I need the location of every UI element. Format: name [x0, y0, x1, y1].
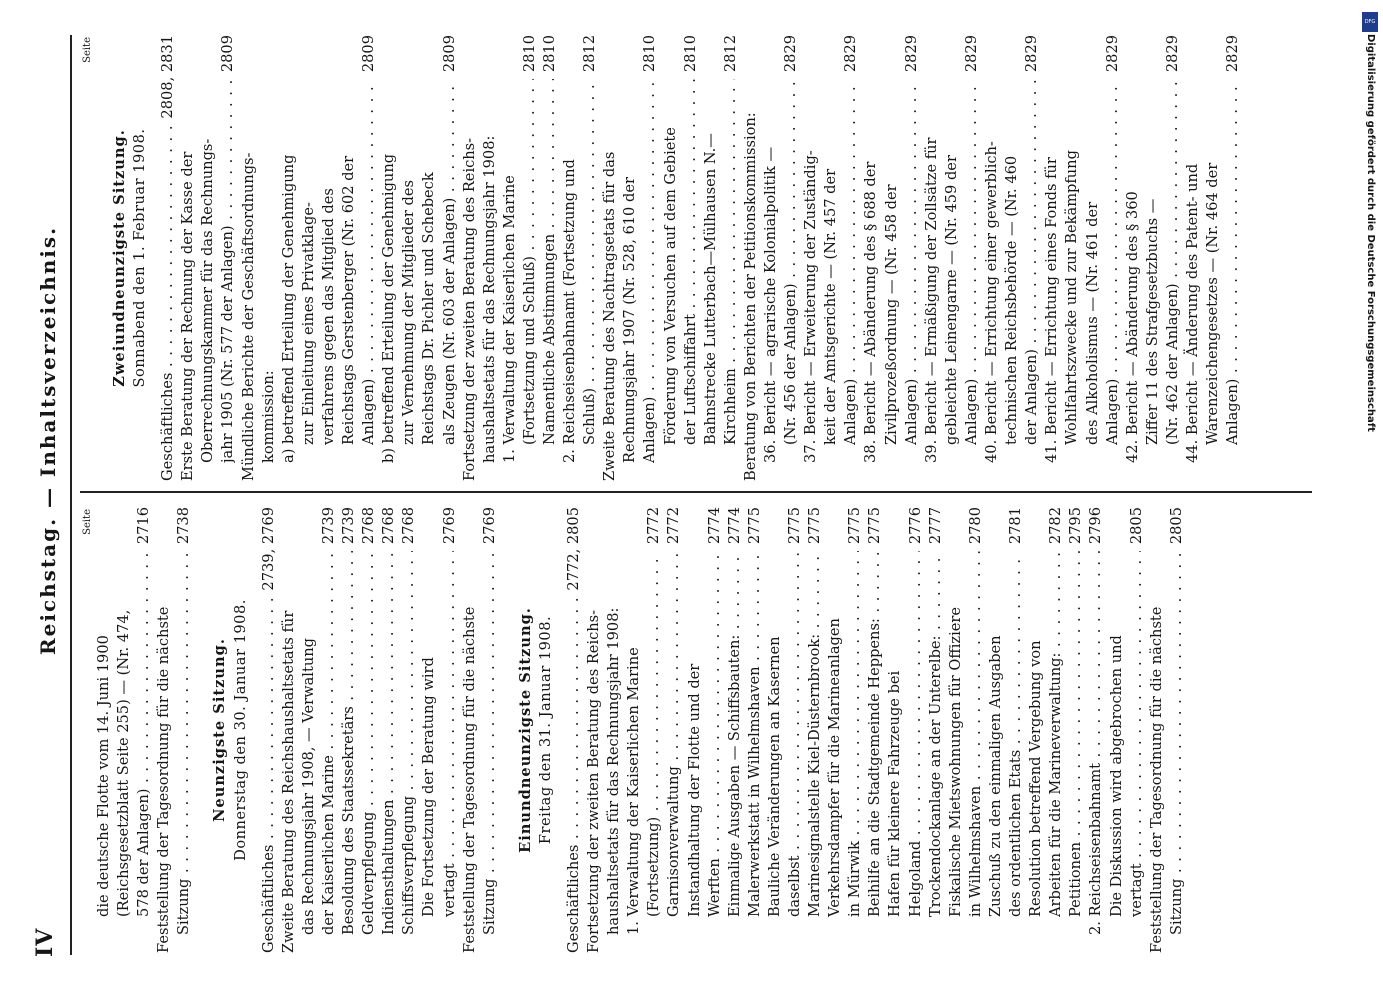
toc-entry — [440, 35, 460, 481]
toc-page-number: 2775 — [745, 507, 763, 545]
toc-page-number: 2772, 2805 — [564, 507, 582, 591]
toc-entry — [339, 507, 359, 953]
toc-page-number: 2805 — [1127, 507, 1145, 545]
toc-page-number: 2775 — [786, 507, 803, 545]
toc-line: (Reichsgesetzblatt Seite 255) — (Nr. 474, — [115, 609, 133, 917]
toc-entry — [1046, 507, 1066, 953]
toc-page-number: 2810 — [681, 35, 699, 73]
toc-entry-text: Kirchheim . . . — [721, 79, 741, 445]
toc-entry-text: der Anlagen) . . . — [1022, 79, 1042, 445]
toc-line: Hafen für kleinere Fahrzeuge bei — [886, 670, 904, 917]
toc-entry-text: Sitzung . . . — [174, 551, 194, 935]
toc-line: 40. Bericht — Errichtung einer gewerblich- — [983, 141, 1001, 463]
toc-page-number: 2829 — [782, 35, 800, 73]
toc-entry-text: Besoldung des Staatssekretärs . . . — [339, 551, 359, 935]
toc-line: Zuschuß zu den einmaligen Ausgaben — [986, 635, 1004, 917]
toc-line: Bauliche Veränderungen an Kasernen — [765, 636, 783, 917]
toc-line: 42. Bericht — Abänderung des § 360 — [1123, 191, 1141, 463]
toc-page-number: 2812 — [721, 35, 739, 73]
toc-entry-text: Geschäftliches . . . — [259, 595, 279, 953]
toc-entry — [1223, 35, 1243, 481]
toc-entry-text: Einmalige Ausgaben — Schiffsbauten: . . . — [725, 551, 745, 917]
toc-line: zur Einleitung eines Privatklage- — [299, 202, 317, 445]
toc-entry-text: Marinesignalstelle Kiel-Düsternbrook: . . . — [805, 551, 825, 917]
toc-page-number: 2769 — [440, 507, 458, 545]
toc-page-number: 2810 — [641, 35, 659, 73]
toc-entry-text: daselbst . . . — [785, 551, 805, 917]
toc-entry — [966, 507, 986, 953]
toc-entry-text: Geschäftliches . . . — [158, 123, 178, 481]
toc-entry — [580, 35, 600, 481]
toc-entry-text: Anlagen) . . . — [902, 79, 922, 445]
toc-entry-text: in Mürwik . . . — [845, 551, 865, 917]
toc-entry — [1167, 507, 1187, 953]
left-column — [82, 507, 1312, 953]
toc-entry — [962, 35, 982, 481]
toc-page-number: 2774 — [725, 507, 743, 545]
toc-page-number: 2739 — [319, 507, 337, 545]
toc-entry — [158, 35, 178, 481]
toc-entry — [440, 507, 460, 953]
toc-entry-text: Arbeiten für die Marineverwaltung: . . . — [1046, 551, 1066, 917]
toc-entry-text: (Nr. 456 der Anlagen) . . . — [781, 79, 801, 445]
rotated-page-content — [30, 15, 1330, 965]
toc-page-number: 2772 — [645, 507, 663, 545]
toc-line: gebleichte Leinengarne — (Nr. 459 der — [942, 155, 960, 445]
toc-entry — [644, 507, 664, 953]
sitting-date: Donnerstag den 30. Januar 1908. — [231, 599, 249, 861]
toc-entry-text: (Fortsetzung) . . . — [644, 551, 664, 917]
toc-entry-text: Anlagen) . . . — [1223, 79, 1243, 445]
toc-entry-text: Geldverpflegung . . . — [359, 551, 379, 935]
toc-line: Fiskalische Mietswohnungen für Offiziere — [946, 606, 964, 917]
toc-entry-text: jahr 1905 (Nr. 577 der Anlagen) . . . — [218, 79, 238, 463]
toc-entry-text: Anlagen) . . . — [1103, 79, 1123, 445]
toc-entry-text: der Kaiserlichen Marine . . . — [319, 551, 339, 935]
toc-entry — [640, 35, 660, 481]
toc-entry — [564, 507, 584, 953]
toc-page-number: 2775 — [846, 507, 864, 545]
toc-line: technischen Reichsbehörde — (Nr. 460 — [1003, 155, 1021, 445]
toc-page-number: 2776 — [906, 507, 924, 545]
toc-page-number: 2777 — [926, 507, 944, 545]
toc-entry-text: 578 der Anlagen) . . . — [134, 551, 154, 917]
toc-entry-text: (Nr. 462 der Anlagen) . . . — [1163, 79, 1183, 445]
toc-entry — [841, 35, 861, 481]
toc-page-number: 2738 — [175, 507, 193, 545]
toc-page-number: 2829 — [1163, 35, 1181, 73]
toc-page-number: 2795 — [1067, 507, 1085, 545]
toc-line: Instandhaltung der Flotte und der — [685, 663, 703, 917]
toc-entry-text: des ordentlichen Etats . . . — [1006, 551, 1026, 917]
toc-line: Die Diskussion wird abgebrochen und — [1107, 635, 1125, 917]
toc-line: 2. Reichseisenbahnamt (Fortsetzung und — [561, 159, 579, 463]
toc-page-number: 2829 — [1023, 35, 1041, 73]
toc-line: 1. Verwaltung der Kaiserlichen Marine — [500, 175, 518, 463]
digitization-credit — [1362, 12, 1378, 772]
toc-entry-text: Schiffsverpflegung . . . — [399, 551, 419, 935]
toc-entry-text: vertagt . . . — [440, 551, 460, 917]
toc-entry — [725, 507, 745, 953]
toc-entry-text: Werften . . . — [705, 551, 725, 917]
toc-line: 41. Bericht — Errichtung eines Fonds für — [1043, 157, 1061, 463]
toc-line: 38. Bericht — Abänderung des § 688 der — [862, 161, 880, 463]
toc-entry — [805, 507, 825, 953]
toc-line: Die Fortsetzung der Beratung wird — [420, 657, 438, 917]
toc-line: 36. Bericht — agrarische Kolonialpolitik — — [762, 146, 779, 463]
toc-entry-text: 2. Reichseisenbahnamt . . . — [1086, 551, 1106, 935]
column-divider — [80, 491, 1312, 493]
toc-entry-text: Malerwerkstatt in Wilhelmshaven . . . — [745, 551, 765, 917]
toc-page-number: 2739 — [340, 507, 358, 545]
toc-page-number: 2829 — [962, 35, 980, 73]
sitting-heading: Einundneunzigste Sitzung. — [516, 607, 534, 853]
toc-page-number: 2805 — [1167, 507, 1185, 545]
toc-line: Verkehrsdampfer für die Marineanlagen — [826, 618, 844, 917]
seite-label: Seite — [82, 509, 93, 535]
toc-page-number: 2768 — [360, 507, 378, 545]
toc-entry — [1163, 35, 1183, 481]
toc-page-number: 2829 — [902, 35, 920, 73]
dfg-logo-icon: DFG — [1362, 12, 1378, 32]
toc-entry-text: Trockendockanlage an der Unterelbe: . . . — [926, 551, 946, 917]
toc-entry — [681, 35, 701, 481]
toc-entry-text: Schluß) . . . — [580, 79, 600, 445]
toc-entry — [745, 507, 765, 953]
toc-entry — [399, 507, 419, 953]
toc-entry — [359, 507, 379, 953]
toc-entry-text: (Fortsetzung und Schluß) . . . — [520, 79, 540, 445]
toc-line: Feststellung der Tagesordnung für die nächste — [1147, 606, 1165, 953]
toc-line: Ziffer 11 des Strafgesetzbuchs — — [1143, 198, 1161, 445]
toc-line: das Rechnungsjahr 1908, — Verwaltung — [299, 638, 317, 935]
toc-entry — [1022, 35, 1042, 481]
toc-line: 44. Bericht — Änderung des Patent- und — [1183, 163, 1201, 463]
toc-line: Fortsetzung der zweiten Beratung des Reichs- — [585, 609, 603, 953]
toc-line: haushaltsetats für das Rechnungsjahr 1908: — [480, 135, 498, 463]
toc-entry-text: Geschäftliches . . . — [564, 595, 584, 953]
toc-line: die deutsche Flotte vom 14. Juni 1900 — [95, 635, 112, 917]
toc-page-number: 2829 — [1224, 35, 1242, 73]
toc-page-number: 2808, 2831 — [159, 35, 177, 119]
toc-entry — [785, 507, 805, 953]
toc-page-number: 2796 — [1087, 507, 1105, 545]
toc-line: a) betreffend Erteilung der Genehmigung — [279, 154, 297, 463]
credit-text: Digitalisierung gefördert durch die Deutsche Forschungsgemeinschaft — [1365, 34, 1376, 432]
running-title: Reichstag. — Inhaltsverzeichnis. — [36, 225, 60, 655]
toc-page-number: 2780 — [966, 507, 984, 545]
toc-entry — [865, 507, 885, 953]
toc-entry — [319, 507, 339, 953]
toc-line: 37. Bericht — Erweiterung der Zuständig- — [802, 150, 820, 463]
toc-entry-text: Anlagen) . . . — [841, 79, 861, 445]
toc-line: Rechnungsjahr 1907 (Nr. 528, 610 der — [621, 177, 639, 463]
toc-line: Zweite Beratung des Nachtragsetats für das — [601, 151, 619, 481]
toc-entry — [218, 35, 238, 481]
toc-line: Warenzeichengesetzes — (Nr. 464 der — [1204, 162, 1222, 445]
toc-entry-text: Garnisonverwaltung . . . — [664, 551, 684, 917]
toc-entry-text: Anlagen) . . . — [962, 79, 982, 445]
toc-entry — [926, 507, 946, 953]
toc-page-number: 2829 — [1103, 35, 1121, 73]
toc-page-number: 2829 — [842, 35, 860, 73]
toc-line: Wohlfahrtszwecke und zur Bekämpfung — [1063, 150, 1081, 445]
sitting-heading: Zweiundneunzigste Sitzung. — [111, 129, 128, 387]
toc-page-number: 2768 — [380, 507, 398, 545]
header-rule — [70, 35, 72, 955]
toc-entry — [1066, 507, 1086, 953]
toc-entry-text: als Zeugen (Nr. 603 der Anlagen) . . . — [440, 79, 460, 445]
toc-entry — [174, 507, 194, 953]
toc-line: b) betreffend Erteilung der Genehmigung — [380, 153, 398, 463]
sitting-heading: Neunzigste Sitzung. — [211, 638, 229, 822]
toc-page-number: 2775 — [806, 507, 824, 545]
toc-entry-text: der Luftschiffahrt . . . — [681, 79, 701, 445]
toc-entry — [379, 507, 399, 953]
toc-entry-text: Helgoland . . . — [906, 551, 926, 917]
toc-entry-text: Namentliche Abstimmungen . . . — [540, 79, 560, 445]
seite-label: Seite — [82, 37, 93, 63]
toc-page-number: 2809 — [440, 35, 458, 73]
toc-line: haushaltsetats für das Rechnungsjahr 1908: — [605, 607, 623, 935]
toc-page-number: 2812 — [581, 35, 599, 73]
toc-page-number: 2774 — [705, 507, 723, 545]
toc-entry-text: Sitzung . . . — [1167, 551, 1187, 935]
toc-page-number: 2781 — [1007, 507, 1025, 545]
toc-entry — [705, 507, 725, 953]
toc-entry — [480, 507, 500, 953]
toc-line: Erste Beratung der Rechnung der Kasse der — [179, 151, 197, 481]
toc-entry — [134, 507, 154, 953]
toc-page-number: 2782 — [1047, 507, 1065, 545]
toc-entry-text: Beihilfe an die Stadtgemeinde Heppens: . . . — [865, 551, 885, 917]
toc-line: Reichstags Dr. Pichler und Schebeck — [420, 172, 438, 445]
toc-line: Resolution betreffend Vergebung von — [1027, 640, 1045, 917]
page-number: IV — [32, 927, 58, 957]
toc-entry — [540, 35, 560, 481]
toc-page-number: 2716 — [135, 507, 153, 545]
toc-entry — [1086, 507, 1106, 953]
toc-page-number: 2809 — [219, 35, 237, 73]
toc-page-number: 2769 — [480, 507, 498, 545]
toc-entry-text: vertagt . . . — [1127, 551, 1147, 917]
toc-entry — [259, 507, 279, 953]
toc-entry — [1127, 507, 1147, 953]
toc-entry — [721, 35, 741, 481]
toc-line: des Alkoholismus — (Nr. 461 der — [1083, 201, 1101, 445]
toc-line: Reichstags Gerstenberger (Nr. 602 der — [340, 155, 358, 445]
toc-entry — [359, 35, 379, 481]
toc-line: kommission: — [259, 370, 277, 463]
toc-line: zur Vernehmung der Mitglieder des — [400, 179, 418, 445]
sitting-date: Freitag den 31. Januar 1908. — [536, 615, 554, 845]
toc-line: 1. Verwaltung der Kaiserlichen Marine — [625, 647, 643, 935]
toc-line: keit der Amtsgerichte — (Nr. 457 der — [822, 168, 840, 445]
toc-page-number: 2768 — [400, 507, 418, 545]
toc-entry — [1103, 35, 1123, 481]
toc-entry — [781, 35, 801, 481]
toc-entry-text: Petitionen . . . — [1066, 551, 1086, 917]
toc-page-number: 2809 — [360, 35, 378, 73]
toc-page-number: 2810 — [540, 35, 558, 73]
toc-line: Bahnstrecke Lutterbach—Mülhausen N.— — [701, 133, 719, 445]
toc-entry-text: Anlagen) . . . — [359, 79, 379, 445]
toc-line: verfahrens gegen das Mitglied des — [319, 188, 337, 445]
toc-line: Feststellung der Tagesordnung für die nächste — [155, 606, 173, 953]
toc-line: 39. Bericht — Ermäßigung der Zollsätze für — [922, 137, 940, 463]
toc-page-number: 2810 — [520, 35, 538, 73]
toc-entry — [906, 507, 926, 953]
toc-entry — [1006, 507, 1026, 953]
toc-entry-text: Indiensthaltungen . . . — [379, 551, 399, 935]
toc-line: Zivilprozeßordnung — (Nr. 458 der — [882, 184, 900, 445]
toc-entry — [845, 507, 865, 953]
toc-entry — [902, 35, 922, 481]
sitting-date: Sonnabend den 1. Februar 1908. — [131, 128, 149, 388]
toc-line: Förderung von Versuchen auf dem Gebiete — [661, 127, 679, 445]
toc-line: Beratung von Berichten der Petitionskommission: — [741, 112, 759, 481]
toc-entry-text: Anlagen) . . . — [640, 79, 660, 463]
toc-line: Feststellung der Tagesordnung für die nächste — [460, 606, 478, 953]
toc-entry-text: Sitzung . . . — [480, 551, 500, 935]
toc-page-number: 2772 — [665, 507, 683, 545]
toc-entry-text: in Wilhelmshaven . . . — [966, 551, 986, 917]
right-column — [82, 35, 1312, 481]
toc-line: Oberrechnungskammer für das Rechnungs- — [199, 138, 217, 463]
toc-line: Fortsetzung der zweiten Beratung des Reichs- — [460, 137, 478, 481]
toc-page-number: 2739, 2769 — [259, 507, 277, 591]
toc-line: Mündliche Berichte der Geschäftsordnungs- — [239, 152, 257, 481]
toc-page-number: 2775 — [866, 507, 884, 545]
toc-entry — [520, 35, 540, 481]
toc-line: Zweite Beratung des Reichshaushaltsetats für — [279, 610, 297, 953]
toc-entry — [664, 507, 684, 953]
